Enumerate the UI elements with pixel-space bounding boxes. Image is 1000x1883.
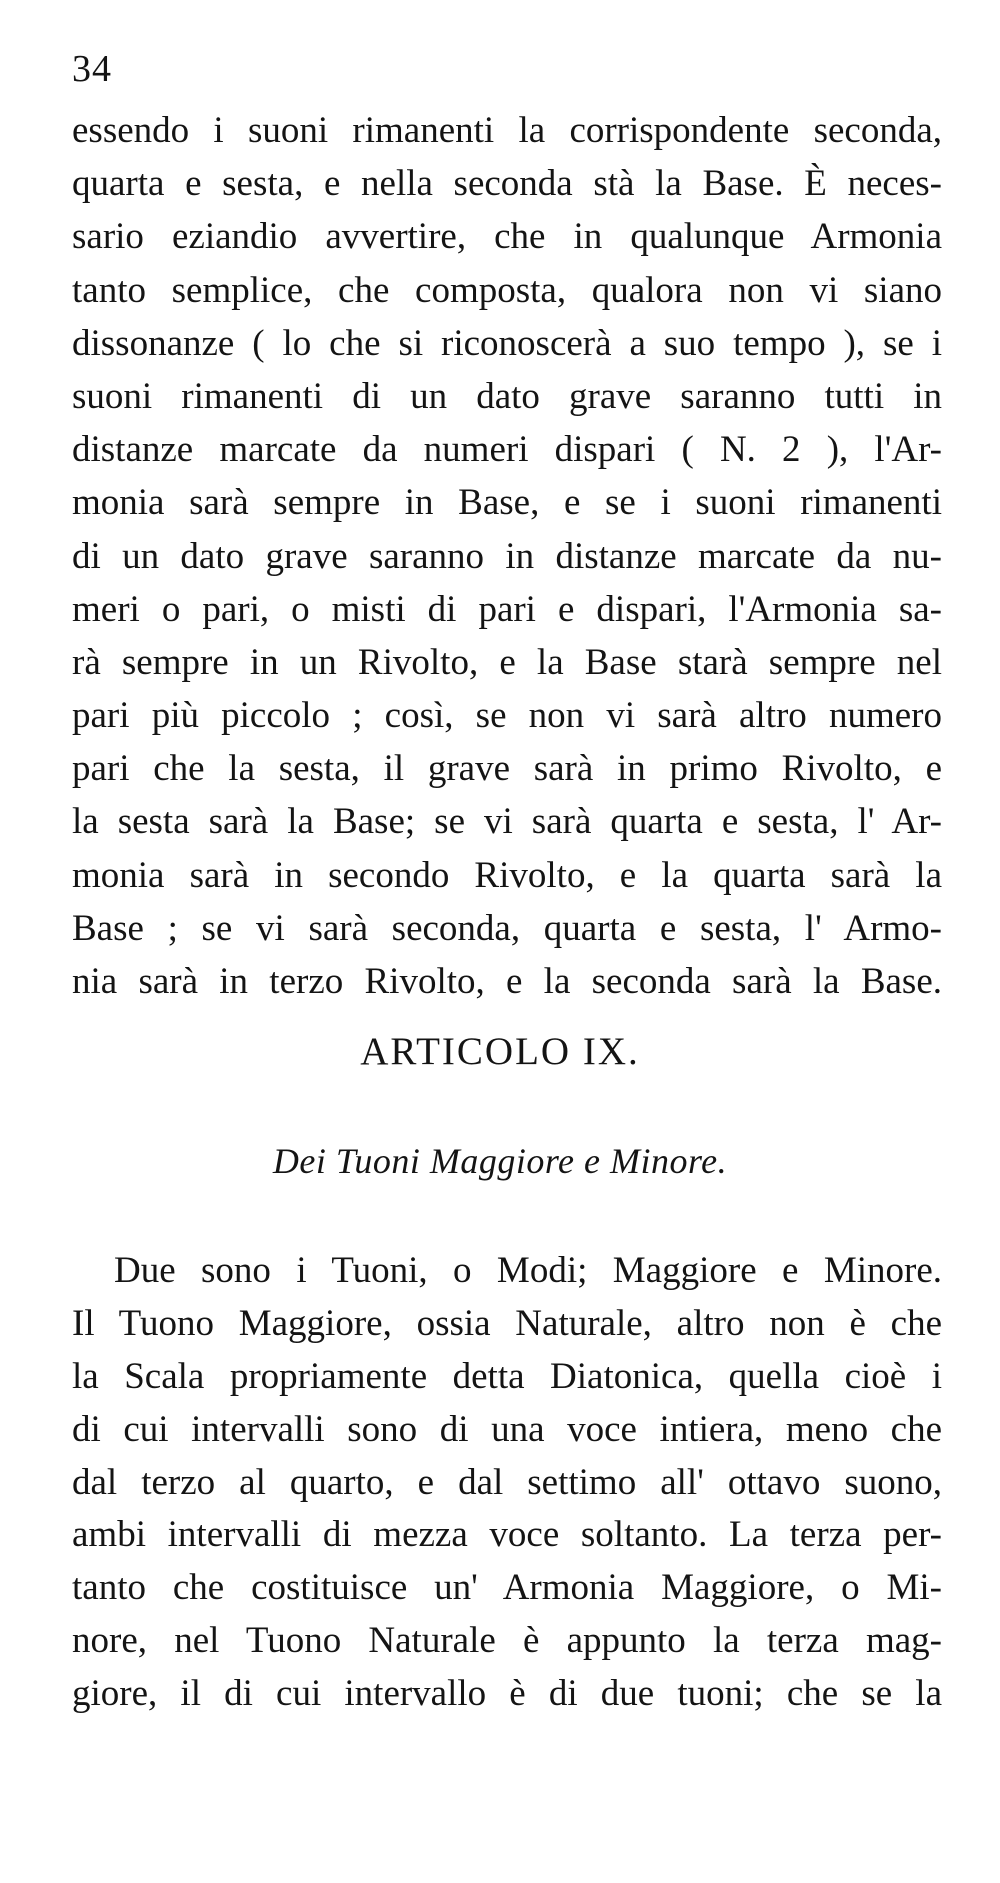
text-line: essendo i suoni rimanenti la corrispondente seconda, (72, 110, 942, 151)
text-line: nore, nel Tuono Naturale è appunto la terza mag- (72, 1620, 942, 1662)
text-line: ambi intervalli di mezza voce soltanto. La terza per- (72, 1514, 942, 1556)
text-line: la Scala propriamente detta Diatonica, quella cioè i (72, 1355, 942, 1397)
text-line: pari che la sesta, il grave sarà in primo Rivolto, e (72, 748, 942, 790)
text-line: tanto semplice, che composta, qualora non vi siano (72, 269, 942, 311)
text-line: monia sarà in secondo Rivolto, e la quarta sarà la (72, 854, 942, 896)
text-line: tanto che costituisce un' Armonia Maggiore, o Mi- (72, 1567, 942, 1609)
text-line: la sesta sarà la Base; se vi sarà quarta e sesta, l' Ar- (72, 801, 942, 843)
paragraph-2 (72, 1245, 942, 1721)
text-line: meri o pari, o misti di pari e dispari, l'Armonia sa- (72, 588, 942, 630)
text-line: giore, il di cui intervallo è di due tuoni; che se la (72, 1673, 942, 1715)
text-line: di cui intervalli sono di una voce intiera, meno che (72, 1408, 942, 1450)
text-line: nia sarà in terzo Rivolto, e la seconda sarà la Base. (72, 961, 942, 1002)
text-line: distanze marcate da numeri dispari ( N. 2 ), l'Ar- (72, 429, 942, 471)
text-line: Il Tuono Maggiore, ossia Naturale, altro non è che (72, 1302, 942, 1344)
text-line: pari più piccolo ; così, se non vi sarà altro numero (72, 695, 942, 737)
text-line: Base ; se vi sarà seconda, quarta e sesta, l' Armo- (72, 907, 942, 949)
text-line: quarta e sesta, e nella seconda stà la Base. È neces- (72, 163, 942, 205)
text-line: di un dato grave saranno in distanze marcate da nu- (72, 535, 942, 577)
article-heading: ARTICOLO IX. (360, 1030, 640, 1073)
page-number: 34 (72, 48, 112, 90)
text-line: dissonanze ( lo che si riconoscerà a suo tempo ), se i (72, 322, 942, 364)
text-line: rà sempre in un Rivolto, e la Base starà sempre nel (72, 641, 942, 683)
text-line: Due sono i Tuoni, o Modi; Maggiore e Minore. (114, 1250, 942, 1291)
text-line: suoni rimanenti di un dato grave saranno tutti in (72, 375, 942, 417)
text-line: sario eziandio avvertire, che in qualunque Armonia (72, 216, 942, 258)
text-line: dal terzo al quarto, e dal settimo all' ottavo suono, (72, 1461, 942, 1503)
text-line: monia sarà sempre in Base, e se i suoni rimanenti (72, 482, 942, 524)
paragraph-1 (72, 104, 942, 1008)
article-subheading: Dei Tuoni Maggiore e Minore. (272, 1141, 728, 1181)
